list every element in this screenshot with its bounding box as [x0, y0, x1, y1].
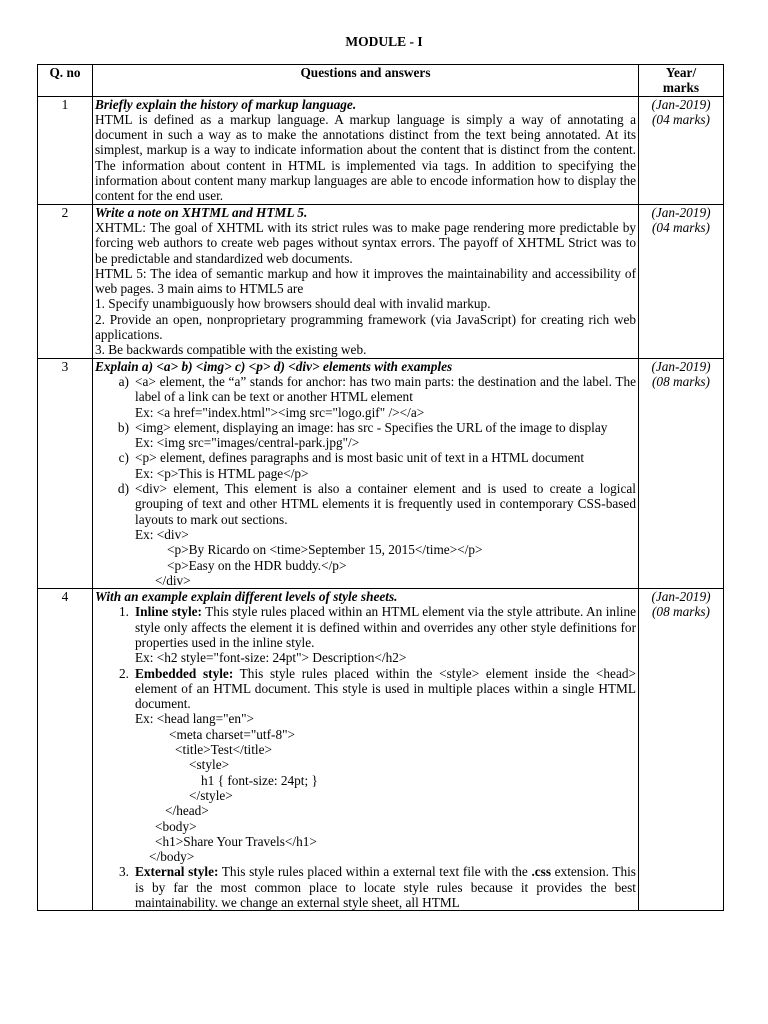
example-code: Ex: <div>	[135, 526, 189, 542]
item-text: <a> element, the “a” stands for anchor: has two main parts: the destination and the label. The label of a link can be text or another HTML element	[135, 373, 636, 405]
answer-paragraph: 2. Provide an open, nonproprietary programming framework (via JavaScript) for creating rich web applications.	[95, 311, 636, 343]
exam-year: (Jan-2019)	[651, 358, 711, 374]
header-year-line2: marks	[662, 80, 700, 96]
item-description: extension. This is by far the most common place to locate style rules because it provides the best maintainability. we change an external style sheet, all HTML	[135, 864, 636, 911]
question-number: 1	[38, 96, 93, 204]
list-marker: a)	[118, 373, 129, 389]
item-text	[135, 666, 636, 712]
question-number: 4	[38, 589, 93, 911]
answer-text: HTML is defined as a markup language. A markup language is simply a way of annotating a document in such a way as to make the annotations distinct from the text being annotated. At its simplest, markup is a way to indicate information about the content that is distinct from the content. The information about content in HTML is implemented via tags. In addition to specifying the information about content many markup languages are able to encode information how to display the content for the end user.	[95, 111, 636, 204]
question-text: Write a note on XHTML and HTML 5.	[95, 204, 308, 220]
item-title: Embedded style:	[135, 665, 234, 681]
example-code: Ex: <head lang="en">	[135, 711, 255, 727]
table-row	[38, 589, 724, 911]
exam-year: (Jan-2019)	[651, 96, 711, 112]
header-qno: Q. no	[38, 65, 93, 97]
question-number: 3	[38, 358, 93, 588]
header-year-line1: Year/	[665, 65, 697, 80]
list-item	[95, 420, 636, 451]
exam-marks: (04 marks)	[652, 111, 710, 127]
answer-paragraph: 3. Be backwards compatible with the existing web.	[95, 342, 367, 358]
header-row	[38, 65, 724, 97]
css-extension: .css	[531, 864, 552, 880]
question-text: Explain a) <a> b) <img> c) <p> d) <div> elements with examples	[95, 358, 453, 374]
item-title: External style:	[135, 864, 219, 880]
list-item	[95, 450, 636, 481]
answer-cell	[93, 204, 639, 358]
question-text: Briefly explain the history of markup language.	[95, 96, 357, 112]
item-text: <div> element, This element is also a container element and is used to create a logical grouping of text and other HTML elements it is frequently used in contemporary CSS-based layouts to mark out sections.	[135, 481, 636, 527]
item-text	[135, 864, 636, 910]
list-marker: 1.	[119, 604, 129, 620]
list-item	[95, 481, 636, 588]
item-description: This style rules placed within a external text file with the	[218, 864, 532, 880]
example-code: Ex: <h2 style="font-size: 24pt"> Description</h2>	[135, 650, 407, 666]
answer-paragraph: 1. Specify unambiguously how browsers should deal with invalid markup.	[95, 296, 491, 312]
example-code: </body>	[149, 849, 195, 865]
list-item	[95, 864, 636, 910]
header-year	[639, 65, 724, 97]
table-row	[38, 96, 724, 204]
exam-marks: (04 marks)	[652, 219, 710, 235]
list-item	[95, 374, 636, 420]
example-code: <title>Test</title>	[175, 742, 273, 758]
item-title: Inline style:	[135, 604, 202, 620]
exam-year: (Jan-2019)	[651, 589, 711, 605]
year-marks-cell	[639, 204, 724, 358]
example-code: </style>	[189, 787, 233, 803]
year-marks-cell	[639, 96, 724, 204]
example-code: <style>	[189, 757, 230, 773]
question-number: 2	[38, 204, 93, 358]
item-text	[135, 604, 636, 650]
example-code: </div>	[155, 572, 191, 588]
example-code: <p>By Ricardo on <time>September 15, 2015</time></p>	[167, 542, 483, 558]
list-marker: d)	[117, 481, 129, 497]
module-title: MODULE - I	[345, 34, 423, 49]
table-row	[38, 204, 724, 358]
example-code: <p>Easy on the HDR buddy.</p>	[167, 557, 347, 573]
list-item	[95, 604, 636, 665]
exam-marks: (08 marks)	[652, 373, 710, 389]
answer-cell	[93, 358, 639, 588]
example-code: h1 { font-size: 24pt; }	[201, 772, 318, 788]
answer-paragraph: XHTML: The goal of XHTML with its strict rules was to make page rendering more predictable by forcing web authors to create web pages without syntax errors. The payoff of XHTML Strict was to be predictable and standardized web documents.	[95, 219, 636, 266]
item-text: <img> element, displaying an image: has src - Specifies the URL of the image to display	[135, 419, 608, 435]
list-marker: 3.	[119, 864, 129, 880]
answer-cell	[93, 589, 639, 911]
example-code: <meta charset="utf-8">	[169, 726, 296, 742]
exam-year: (Jan-2019)	[651, 204, 711, 220]
example-code: <body>	[155, 818, 197, 834]
qa-table	[37, 64, 724, 911]
example-code: Ex: <p>This is HTML page</p>	[135, 465, 309, 481]
example-code: Ex: <img src="images/central-park.jpg"/>	[135, 435, 360, 451]
list-marker: c)	[118, 450, 129, 466]
example-code: Ex: <a href="index.html"><img src="logo.gif" /></a>	[135, 404, 425, 420]
list-item	[95, 666, 636, 865]
list-marker: 2.	[119, 665, 129, 681]
year-marks-cell	[639, 358, 724, 588]
answer-cell	[93, 96, 639, 204]
exam-marks: (08 marks)	[652, 604, 710, 620]
item-description: This style rules placed within the <style> element inside the <head> element of an HTML document. This style is used in multiple places within a single HTML document.	[135, 665, 636, 712]
table-row	[38, 358, 724, 588]
question-text: With an example explain different levels of style sheets.	[95, 589, 398, 605]
header-questions: Questions and answers	[93, 65, 639, 97]
example-code: <h1>Share Your Travels</h1>	[155, 833, 317, 849]
item-text: <p> element, defines paragraphs and is most basic unit of text in a HTML document	[135, 450, 585, 466]
year-marks-cell	[639, 589, 724, 911]
example-code: </head>	[165, 803, 209, 819]
answer-paragraph: HTML 5: The idea of semantic markup and how it improves the maintainability and accessibility of web pages. 3 main aims to HTML5 are	[95, 265, 636, 297]
list-marker: b)	[117, 419, 129, 435]
item-description: This style rules placed within an HTML element via the style attribute. An inline style only affects the element it is defined within and overrides any other style definitions for properties used in the inline style.	[135, 604, 637, 650]
